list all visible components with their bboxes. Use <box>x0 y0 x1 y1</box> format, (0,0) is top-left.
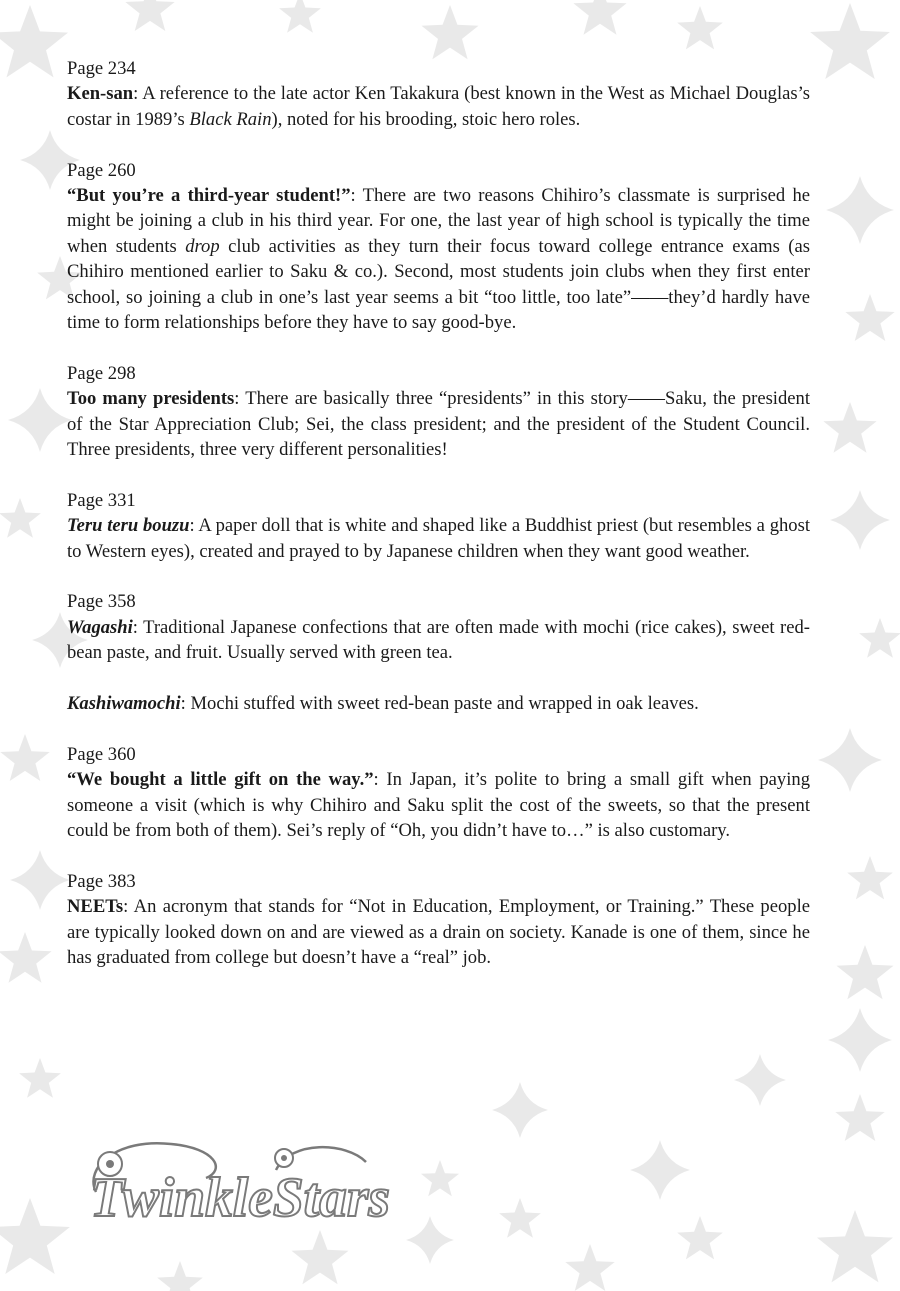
background-sparkle-icon <box>734 1054 786 1106</box>
background-star-icon <box>0 734 49 781</box>
background-star-icon <box>677 1216 723 1259</box>
background-star-icon <box>279 0 321 33</box>
note-text: : Traditional Japanese confections that are often made with mochi (rice cakes), sweet red-bean paste, and fruit. Usually served with green tea. <box>67 616 810 664</box>
background-star-icon <box>823 402 876 453</box>
background-star-icon <box>499 1198 541 1238</box>
translation-notes <box>67 56 810 996</box>
background-star-icon <box>19 1058 61 1098</box>
background-star-icon <box>837 945 894 999</box>
note-body <box>67 386 810 462</box>
background-star-icon <box>421 1160 459 1196</box>
background-star-icon <box>0 5 68 77</box>
background-star-icon <box>817 1210 893 1282</box>
logo-flower-icon <box>275 1149 293 1167</box>
background-sparkle-icon <box>8 388 72 452</box>
page-label: Page 331 <box>67 489 136 511</box>
note-body <box>67 513 810 564</box>
note-term: Ken-san <box>67 83 134 105</box>
background-star-icon <box>835 1094 884 1141</box>
page-label: Page 360 <box>67 743 136 765</box>
note-page-331 <box>67 488 810 564</box>
page-label: Page 298 <box>67 362 136 384</box>
note-page-358 <box>67 589 810 665</box>
note-term: “But you’re a third-year student!” <box>67 185 351 207</box>
background-star-icon <box>565 1244 614 1291</box>
note-body <box>67 81 810 132</box>
background-sparkle-icon <box>826 176 894 244</box>
page-label: Page 358 <box>67 591 136 613</box>
note-body <box>67 894 810 970</box>
background-star-icon <box>677 6 723 49</box>
page-label: Page 260 <box>67 159 136 181</box>
note-page-360 <box>67 742 810 844</box>
background-star-icon <box>157 1261 203 1291</box>
background-star-icon <box>0 498 41 538</box>
note-text-b: ), noted for his brooding, stoic hero roles. <box>271 108 581 130</box>
background-sparkle-icon <box>818 728 882 792</box>
note-page-260 <box>67 158 810 336</box>
page-label: Page 234 <box>67 58 136 79</box>
note-text: : A paper doll that is white and shaped like a Buddhist priest (but resembles a ghost to Western eyes), created and prayed to by Japanese children when they want good weather. <box>67 515 810 562</box>
note-text: : An acronym that stands for “Not in Education, Employment, or Training.” These people are typically looked down on and are viewed as a drain on society. Kanade is one of them, since he has graduated from college but doesn’t have a “real” job. <box>67 896 810 969</box>
note-term: Teru teru bouzu <box>67 515 190 537</box>
background-star-icon <box>125 0 174 31</box>
note-text: : There are basically three “presidents” in this story——Saku, the president of the Star Appreciation Club; Sei, the class president; and the president of the Student Council. Three presidents, three very different personalities! <box>67 388 810 461</box>
note-term: “We bought a little gift on the way.” <box>67 769 374 791</box>
note-text-a: : A reference to the late actor Ken Takakura (best known in the West as Michael Douglas’s costar in 1989’s <box>67 83 810 130</box>
note-text: : Mochi stuffed with sweet red-bean paste and wrapped in oak leaves. <box>180 693 699 715</box>
note-kashiwamochi <box>67 691 810 716</box>
background-star-icon <box>0 1198 70 1274</box>
background-sparkle-icon <box>830 490 890 550</box>
note-body <box>67 183 810 335</box>
background-star-icon <box>573 0 626 35</box>
background-star-icon <box>810 3 890 79</box>
note-body <box>67 691 810 716</box>
note-emphasis: drop <box>185 235 220 257</box>
note-text-b: club activities as they turn their focus toward college entrance exams (as Chihiro mentioned earlier to Saku & co.). Second, most students join clubs when they first enter school, so joining a club in one’s last year seems a bit “too little, too late”——they’d hardly have time to form relationships before they have to say good-bye. <box>67 235 810 334</box>
note-text-a: : There are two reasons Chihiro’s classmate is surprised he might be joining a club in his third year. For one, the last year of high school is typically the time when students <box>67 185 810 257</box>
note-body <box>67 767 810 843</box>
background-star-icon <box>847 856 893 899</box>
background-star-icon <box>0 932 52 983</box>
background-sparkle-icon <box>406 1216 454 1264</box>
background-sparkle-icon <box>10 850 70 910</box>
background-star-icon <box>422 5 479 59</box>
note-page-298 <box>67 361 810 463</box>
note-term: Wagashi <box>67 616 133 638</box>
note-page-383 <box>67 869 810 971</box>
background-sparkle-icon <box>828 1008 892 1072</box>
page-label: Page 383 <box>67 870 136 892</box>
note-term: NEETs <box>67 896 124 918</box>
note-page-234 <box>67 56 810 132</box>
note-term: Too many presidents <box>67 388 235 410</box>
background-sparkle-icon <box>492 1082 548 1138</box>
background-star-icon <box>859 618 900 658</box>
note-body <box>67 615 810 666</box>
note-term: Kashiwamochi <box>67 693 181 715</box>
note-emphasis: Black Rain <box>189 108 272 130</box>
background-sparkle-icon <box>630 1140 690 1200</box>
background-star-icon <box>845 294 894 341</box>
note-text: : In Japan, it’s polite to bring a small gift when paying someone a visit (which is why Chihiro and Saku split the cost of the sweets, so that the present could be from both of them). Sei’s reply of “Oh, you didn’t have to…” is also customary. <box>67 769 810 842</box>
logo-text: TwinkleStars <box>90 1167 390 1229</box>
twinkle-stars-logo <box>76 1130 406 1240</box>
